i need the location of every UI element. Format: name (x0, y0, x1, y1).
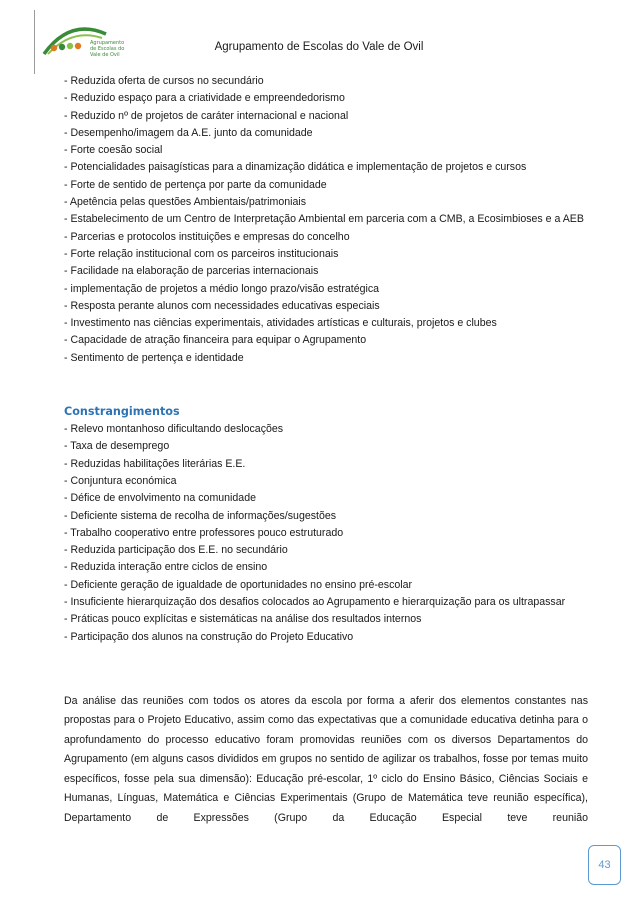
list-item: - Insuficiente hierarquização dos desafios colocados ao Agrupamento e hierarquização para os ultrapassar (64, 596, 566, 609)
list-item: - Deficiente sistema de recolha de informações/sugestões (64, 509, 337, 522)
list-item: - Reduzida interação entre ciclos de ensino (64, 561, 268, 574)
page-content (64, 73, 588, 828)
header-title: Agrupamento de Escolas do Vale de Ovil (214, 41, 424, 53)
svg-text:Agrupamento: Agrupamento (90, 40, 125, 46)
list-item: - Práticas pouco explícitas e sistemáticas na análise dos resultados internos (64, 613, 422, 626)
list-item: - Facilidade na elaboração de parcerias internacionais (64, 265, 319, 278)
list-item: - Reduzido nº de projetos de caráter internacional e nacional (64, 109, 349, 122)
svg-text:de Escolas do: de Escolas do (90, 46, 125, 52)
list-item: - Forte relação institucional com os parceiros institucionais (64, 247, 339, 260)
list-item: - Apetência pelas questões Ambientais/patrimoniais (64, 196, 307, 209)
list-item: - Taxa de desemprego (64, 440, 170, 453)
list-item: - Trabalho cooperativo entre professores pouco estruturado (64, 526, 344, 539)
list-item: - Estabelecimento de um Centro de Interpretação Ambiental em parceria com a CMB, a Ecosimbioses e a AEB (64, 213, 584, 226)
list-item: - Reduzido espaço para a criatividade e empreendedorismo (64, 92, 345, 105)
page-number: 43 (588, 845, 621, 885)
list-item: - implementação de projetos a médio longo prazo/visão estratégica (64, 282, 380, 295)
list-item: - Deficiente geração de igualdade de oportunidades no ensino pré-escolar (64, 578, 413, 591)
svg-text:Vale de Ovil: Vale de Ovil (90, 52, 120, 58)
list-item: - Sentimento de pertença e identidade (64, 351, 244, 364)
list-item: - Potencialidades paisagísticas para a dinamização didática e implementação de projetos e cursos (64, 161, 527, 174)
list-item: - Parcerias e protocolos instituições e empresas do concelho (64, 230, 350, 243)
list-item: - Conjuntura económica (64, 474, 177, 487)
list-item: - Défice de envolvimento na comunidade (64, 492, 256, 505)
strengths-list (64, 73, 588, 367)
list-item: - Forte coesão social (64, 144, 163, 157)
list-item: - Participação dos alunos na construção do Projeto Educativo (64, 630, 354, 643)
list-item: - Capacidade de atração financeira para equipar o Agrupamento (64, 334, 367, 347)
list-item: - Reduzida participação dos E.E. no secundário (64, 544, 288, 557)
analysis-paragraph: Da análise das reuniões com todos os atores da escola por forma a aferir dos elementos constantes nas propostas para o Projeto Educativo, assim como das expectativas que a comunidade educativa detinha para o aprofundamento do processo educativo foram promovidas reuniões com os diversos Departamentos do Agrupamento (em alguns casos divididos em grupos no sentido de agilizar os trabalhos, fosse por temas muito específicos, fosse pela sua dimensão): Educação pré-escolar, 1º ciclo do Ensino Básico, Ciências Sociais e Humanas, Línguas, Matemática e Ciências Experimentais (Grupo de Matemática teve reunião específica), Departamento de Expressões (Grupo da Educação Especial teve reunião (64, 694, 588, 824)
list-item: - Reduzidas habilitações literárias E.E. (64, 457, 246, 470)
list-item: - Relevo montanhoso dificultando deslocações (64, 423, 284, 436)
list-item: - Reduzida oferta de cursos no secundário (64, 75, 264, 87)
list-item: - Forte de sentido de pertença por parte da comunidade (64, 178, 327, 191)
constraints-list (64, 421, 588, 646)
list-item: - Desempenho/imagem da A.E. junto da comunidade (64, 126, 313, 139)
list-item: - Investimento nas ciências experimentais, atividades artísticas e culturais, projetos e clubes (64, 317, 497, 330)
constraints-heading: Constrangimentos (64, 405, 180, 419)
list-item: - Resposta perante alunos com necessidades educativas especiais (64, 299, 380, 312)
